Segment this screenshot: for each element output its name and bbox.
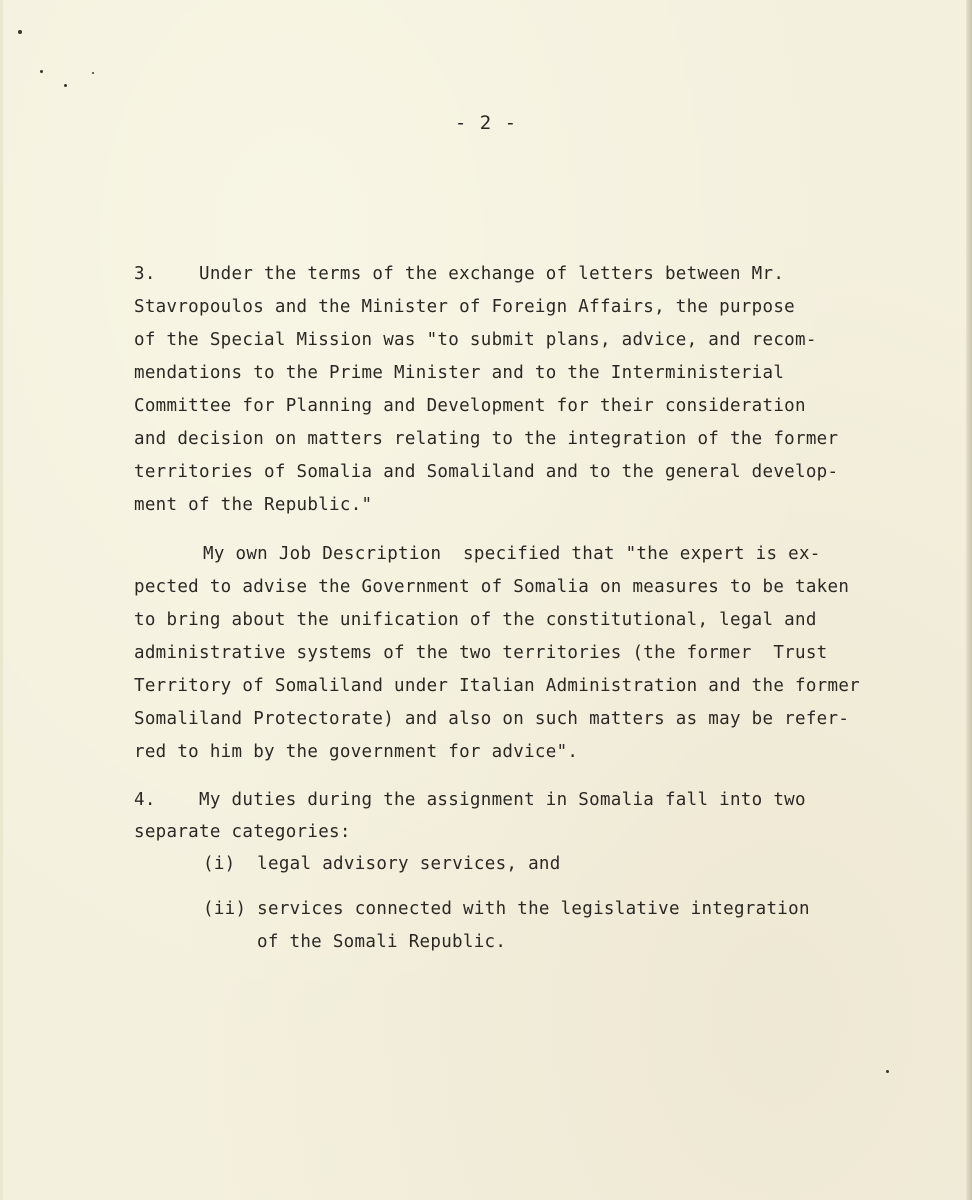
paper-edge-right bbox=[966, 0, 972, 1200]
job-description-line: to bring about the unification of the constitutional, legal and bbox=[134, 610, 817, 630]
paragraph-4-line: 4. My duties during the assignment in Somalia fall into two bbox=[134, 790, 806, 810]
paragraph-3-line: mendations to the Prime Minister and to the Interministerial bbox=[134, 363, 785, 383]
job-description-line: Territory of Somaliland under Italian Administration and the former bbox=[134, 676, 861, 696]
job-description-line: pected to advise the Government of Somalia on measures to be taken bbox=[134, 577, 850, 597]
paper-speck bbox=[64, 84, 67, 87]
category-item-continuation: of the Somali Republic. bbox=[257, 932, 507, 952]
paragraph-3-line: and decision on matters relating to the integration of the former bbox=[134, 429, 839, 449]
paragraph-3-line: territories of Somalia and Somaliland and to the general develop- bbox=[134, 462, 839, 482]
category-item: (i) legal advisory services, and bbox=[203, 854, 561, 874]
paragraph-3-line: ment of the Republic." bbox=[134, 495, 373, 515]
job-description-line: Somaliland Protectorate) and also on such matters as may be refer- bbox=[134, 709, 850, 729]
job-description-line: administrative systems of the two territories (the former Trust bbox=[134, 643, 828, 663]
paper-speck bbox=[886, 1070, 889, 1073]
paragraph-3-line: Committee for Planning and Development for their consideration bbox=[134, 396, 806, 416]
job-description-line: red to him by the government for advice". bbox=[134, 742, 579, 762]
paragraph-3-line: Stavropoulos and the Minister of Foreign Affairs, the purpose bbox=[134, 297, 795, 317]
page-number: - 2 - bbox=[454, 112, 518, 134]
paragraph-3-line: 3. Under the terms of the exchange of letters between Mr. bbox=[134, 264, 785, 284]
paper-speck bbox=[92, 72, 94, 74]
job-description-line: My own Job Description specified that "the expert is ex- bbox=[203, 544, 821, 564]
paper-speck bbox=[18, 30, 22, 34]
paper-speck bbox=[40, 70, 43, 73]
paragraph-4-line: separate categories: bbox=[134, 822, 351, 842]
category-item: (ii) services connected with the legislative integration bbox=[203, 899, 810, 919]
paper-edge-left bbox=[0, 0, 3, 1200]
paragraph-3-line: of the Special Mission was "to submit plans, advice, and recom- bbox=[134, 330, 817, 350]
